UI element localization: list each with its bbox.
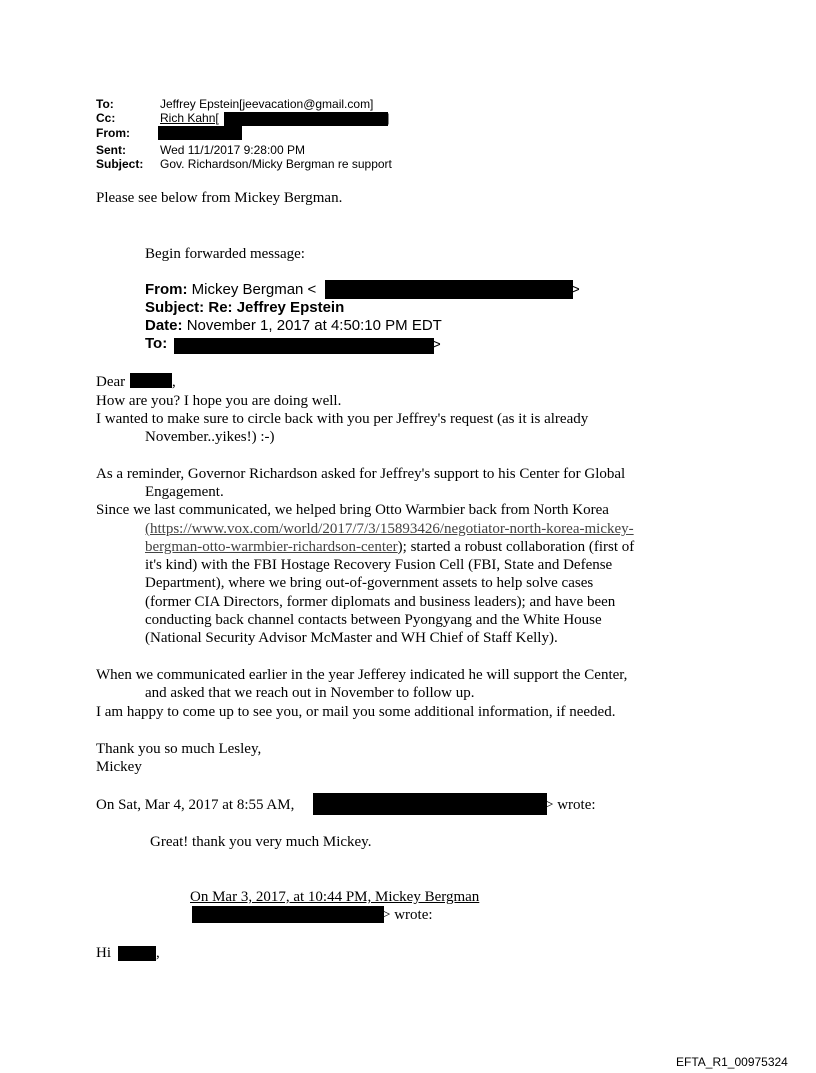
letter-line-4a: Since we last communicated, we helped bring Otto Warmbier back from North Korea [96, 502, 609, 518]
begin-forwarded: Begin forwarded message: [145, 246, 305, 262]
bates-id: EFTA_R1_00975324 [676, 1055, 788, 1069]
fwd-subject-label: Subject: [145, 299, 205, 316]
letter-line-3b: Engagement. [145, 484, 224, 500]
quote2-wrote: > wrote: [382, 907, 433, 923]
fwd-from-trail: > [571, 281, 580, 298]
hi-redaction [118, 946, 156, 961]
letter-line-4b [145, 538, 634, 556]
letter-line-3a: As a reminder, Governor Richardson asked for Jeffrey's support to his Center for Global [96, 466, 626, 482]
quote2-redaction [192, 906, 384, 923]
from-label: From: [96, 126, 130, 140]
subject-value: Gov. Richardson/Micky Bergman re support [160, 157, 392, 171]
letter-line-2b: November..yikes!) :-) [145, 429, 275, 445]
fwd-from-redaction [325, 280, 573, 299]
letter-line-1: How are you? I hope you are doing well. [96, 393, 342, 409]
fwd-to-label: To: [145, 335, 168, 352]
letter-line-4b-rest: ); started a robust collaboration (first of [397, 539, 635, 555]
cc-value: Rich Kahn[ [160, 111, 219, 125]
fwd-subject-value: Re: Jeffrey Epstein [208, 299, 345, 316]
cc-label: Cc: [96, 111, 116, 125]
letter-line-6: I am happy to come up to see you, or mail you some additional information, if needed. [96, 704, 616, 720]
greeting-redaction [130, 373, 172, 388]
fwd-subject-line [145, 299, 344, 316]
letter-line-4f: conducting back channel contacts between Pyongyang and the White House [145, 612, 602, 628]
hi-prefix: Hi [96, 945, 111, 961]
quote1-reply: Great! thank you very much Mickey. [150, 834, 372, 850]
fwd-to-redaction [174, 338, 434, 354]
cc-trail: ] [386, 111, 390, 125]
closing-signature: Mickey [96, 759, 142, 775]
letter-line-4c: it's kind) with the FBI Hostage Recovery Fusion Cell (FBI, State and Defense [145, 557, 613, 573]
quote1-wrote: > wrote: [545, 797, 596, 813]
letter-line-4e: (former CIA Directors, former diplomats and business leaders); and have been [145, 594, 616, 610]
fwd-from-label: From: [145, 281, 188, 298]
letter-line-2a: I wanted to make sure to circle back with you per Jeffrey's request (as it is already [96, 411, 589, 427]
cc-redaction [224, 112, 388, 126]
vox-link-part-2[interactable]: bergman-otto-warmbier-richardson-center [145, 539, 398, 555]
to-value: Jeffrey Epstein[jeevacation@gmail.com] [160, 97, 374, 111]
sent-label: Sent: [96, 143, 126, 157]
quote1-redaction [313, 793, 547, 815]
closing-thanks: Thank you so much Lesley, [96, 741, 262, 757]
quote2-on: On Mar 3, 2017, at 10:44 PM, Mickey Bergman [190, 889, 480, 905]
letter-line-5a: When we communicated earlier in the year Jefferey indicated he will support the Center, [96, 667, 628, 683]
fwd-date-label: Date: [145, 317, 183, 334]
fwd-from-line [145, 281, 316, 298]
subject-label: Subject: [96, 157, 144, 171]
letter-line-5b: and asked that we reach out in November to follow up. [145, 685, 475, 701]
fwd-to-line [145, 335, 167, 352]
fwd-from-value: Mickey Bergman < [191, 281, 317, 298]
vox-link-part-1[interactable]: (https://www.vox.com/world/2017/7/3/15893426/negotiator-north-korea-mickey- [145, 521, 634, 537]
greeting-prefix: Dear [96, 374, 126, 390]
greeting-suffix: , [172, 374, 176, 390]
sent-value: Wed 11/1/2017 9:28:00 PM [160, 143, 305, 157]
to-label: To: [96, 97, 114, 111]
intro-line: Please see below from Mickey Bergman. [96, 190, 343, 206]
letter-line-4g: (National Security Advisor McMaster and WH Chief of Staff Kelly). [145, 630, 558, 646]
fwd-to-trail: > [432, 336, 441, 353]
quote1-on: On Sat, Mar 4, 2017 at 8:55 AM, [96, 797, 295, 813]
letter-line-4d: Department), where we bring out-of-government assets to help solve cases [145, 575, 594, 591]
hi-suffix: , [156, 945, 160, 961]
from-redaction [158, 126, 242, 140]
fwd-date-line [145, 317, 442, 334]
fwd-date-value: November 1, 2017 at 4:50:10 PM EDT [186, 317, 442, 334]
